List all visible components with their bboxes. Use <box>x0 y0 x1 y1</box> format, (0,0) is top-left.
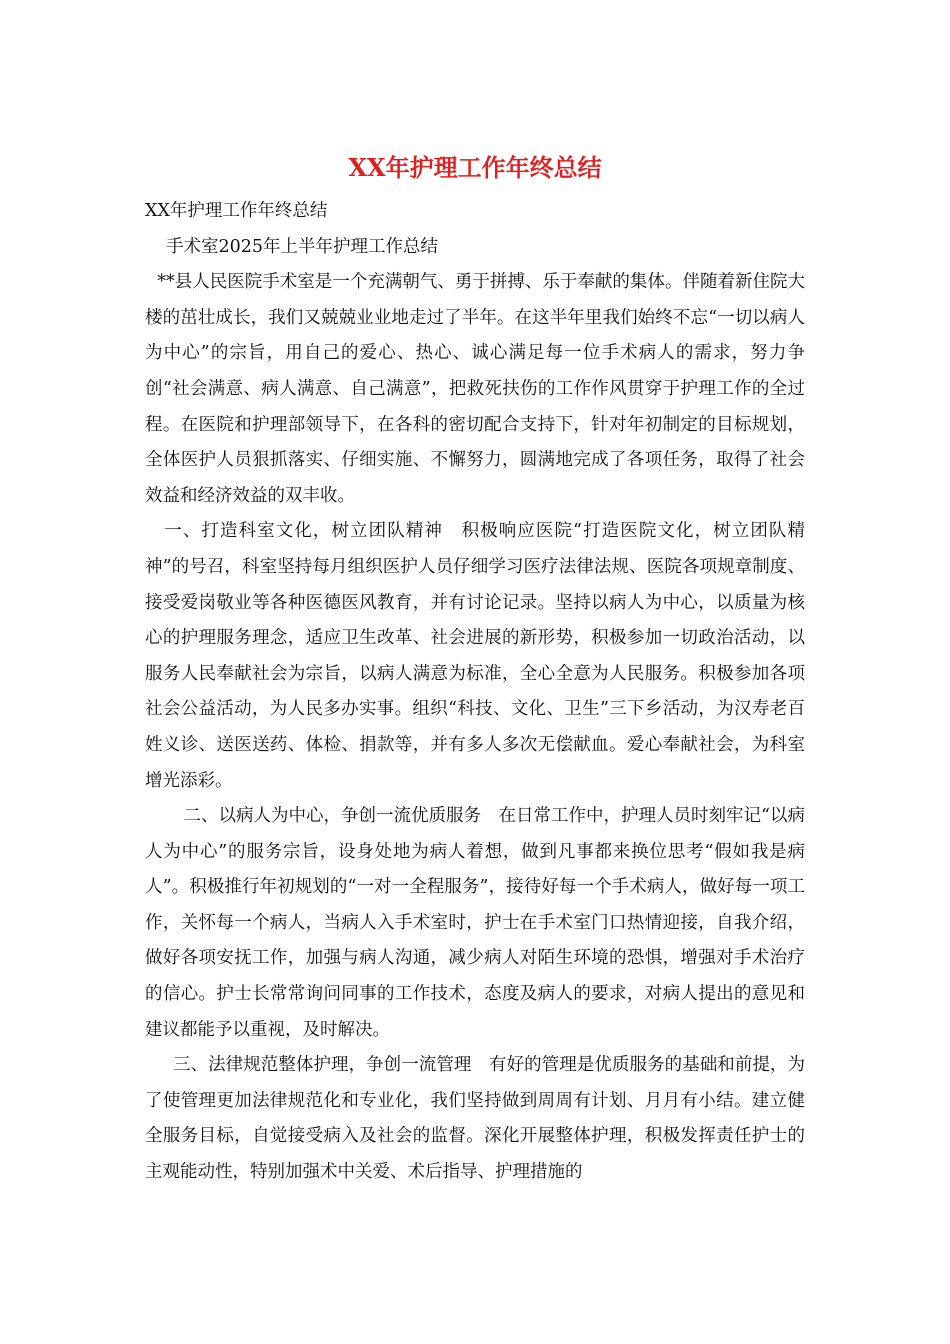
document-title: XX年护理工作年终总结 <box>348 153 602 182</box>
section-heading-paragraph: 手术室2025年上半年护理工作总结 <box>166 236 439 257</box>
intro-paragraph: **县人民医院手术室是一个充满朝气、勇于拼搏、乐于奉献的集体。伴随着新住院大楼的茁壮成长，我们又兢兢业业地走过了半年。在这半年里我们始终不忘“一切以病人为中心”的宗旨，用自己的爱心、热心、诚心满足每一位手术病人的需求，努力争创“社会满意、病人满意、自己满意”，把救死扶伤的工作作风贯穿于护理工作的全过程。在医院和护理部领导下，在各科的密切配合支持下，针对年初制定的目标规划，全体医护人员狠抓落实、仔细实施、不懈努力，圆满地完成了各项任务，取得了社会效益和经济效益的双丰收。 <box>145 272 805 506</box>
section-one-paragraph: 一、打造科室文化，树立团队精神 积极响应医院“打造医院文化，树立团队精神”的号召，科室坚持每月组织医护人员仔细学习医疗法律法规、医院各项规章制度、接受爱岗敬业等各种医德医风教育，并有讨论记录。坚持以病人为中心，以质量为核心的护理服务理念，适应卫生改革、社会进展的新形势，积极参加一切政治活动，以服务人民奉献社会为宗旨，以病人满意为标准，全心全意为人民服务。积极参加各项社会公益活动，为人民多办实事。组织“科技、文化、卫生”三下乡活动，为汉寿老百姓义诊、送医送药、体检、捐款等，并有多人多次无偿献血。爱心奉献社会，为科室增光添彩。 <box>145 521 805 791</box>
section-three-paragraph: 三、法律规范整体护理，争创一流管理 有好的管理是优质服务的基础和前提，为了使管理更加法律规范化和专业化，我们坚持做到周周有计划、月月有小结。建立健全服务目标，自觉接受病入及社会的监督。深化开展整体护理，积极发挥责任护士的主观能动性，特别加强术中关爱、术后指导、护理措施的 <box>145 1055 805 1183</box>
section-two-paragraph: 二、以病人为中心，争创一流优质服务 在日常工作中，护理人员时刻牢记“以病人为中心”的服务宗旨，设身处地为病人着想，做到凡事都来换位思考“假如我是病人”。积极推行年初规划的“一对一全程服务”，接待好每一个手术病人，做好每一项工作，关怀每一个病人，当病人入手术室时，护士在手术室门口热情迎接，自我介绍，做好各项安抚工作，加强与病人沟通，减少病人对陌生环境的恐惧，增强对手术治疗的信心。护士长常常询问同事的工作技术，态度及病人的要求，对病人提出的意见和建议都能予以重视，及时解决。 <box>145 806 805 1040</box>
document-body <box>145 194 805 1191</box>
subtitle-paragraph: XX年护理工作年终总结 <box>145 201 328 221</box>
